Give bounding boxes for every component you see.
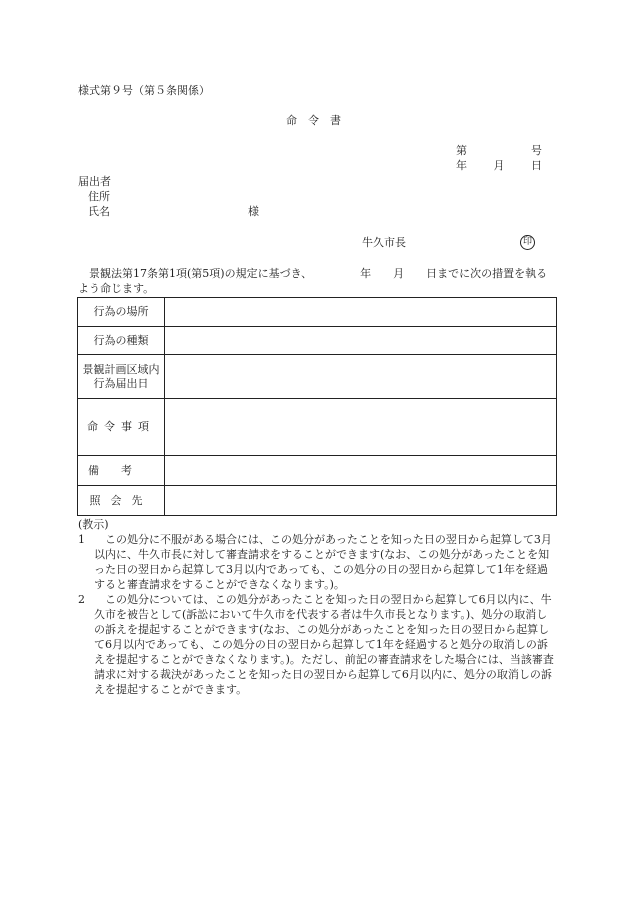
honorific: 様 — [248, 205, 259, 218]
row-label: 景観計画区域内行為届出日 — [78, 355, 165, 399]
note-number: 2 — [78, 593, 85, 606]
name-label: 氏名 — [88, 205, 110, 218]
row-label: 命令事項 — [78, 399, 165, 456]
body-year: 年 — [360, 267, 372, 280]
row-value — [165, 327, 557, 355]
applicant-block — [78, 175, 259, 220]
row-label: 行為の場所 — [78, 298, 165, 327]
row-value — [165, 399, 557, 456]
notes-heading: (教示) — [78, 518, 109, 531]
table-row — [78, 399, 557, 456]
list-item — [78, 592, 558, 697]
row-value — [165, 355, 557, 399]
doc-day-label: 日 — [531, 159, 542, 172]
list-item — [78, 532, 558, 592]
row-value — [165, 456, 557, 486]
document-number-block — [456, 144, 542, 174]
body-month: 月 — [393, 267, 405, 280]
row-value — [165, 298, 557, 327]
body-after-date: 日までに次の措置を執るよう命じます。 — [78, 267, 548, 295]
order-body-text — [78, 266, 558, 296]
note-text — [94, 532, 558, 592]
doc-number-prefix: 第 — [456, 144, 467, 157]
order-details-table — [77, 297, 557, 516]
form-number: 様式第９号（第５条関係） — [78, 84, 210, 97]
row-value — [165, 486, 557, 516]
doc-number-suffix: 号 — [531, 144, 542, 157]
address-label: 住所 — [88, 190, 110, 203]
applicant-heading: 届出者 — [78, 175, 111, 188]
doc-year-label: 年 — [456, 159, 467, 172]
body-before-date: 景観法第17条第1項(第5項)の規定に基づき、 — [89, 267, 313, 280]
table-row — [78, 327, 557, 355]
table-row — [78, 298, 557, 327]
seal-icon: 印 — [520, 235, 535, 250]
name-row — [78, 205, 259, 220]
note-text — [94, 592, 558, 697]
table-row — [78, 486, 557, 516]
row-label: 照会先 — [78, 486, 165, 516]
doc-month-label: 月 — [493, 159, 505, 172]
notes-block — [78, 517, 558, 697]
note-number: 1 — [78, 533, 85, 546]
note-text-body: この処分に不服がある場合には、この処分があったことを知った日の翌日から起算して3月以内に、牛久市長に対して審査請求をすることができます(なお、この処分があったことを知った日の翌日から起算して3月以内であっても、この処分の日の翌日から起算して1年を経過すると審査請求をすることができなくなります。)。 — [94, 533, 552, 591]
row-label: 備考 — [78, 456, 165, 486]
issuer-block — [362, 235, 535, 250]
table-row — [78, 355, 557, 399]
note-text-body: この処分については、この処分があったことを知った日の翌日から起算して6月以内に、牛久市を被告として(訴訟において牛久市を代表する者は牛久市長となります。)、処分の取消しの訴えを提起することができます(なお、この処分があったことを知った日の翌日から起算して6月以内であっても、この処分の日の翌日から起算して1年を経過すると処分の取消しの訴えを提起することができなくなります。)。ただし、前記の審査請求をした場合には、当該審査請求に対する裁決があったことを知った日の翌日から起算して6月以内に、処分の取消しの訴えを提起することができます。 — [94, 593, 554, 696]
issuer-title: 牛久市長 — [362, 235, 406, 249]
table-row — [78, 456, 557, 486]
row-label: 行為の種類 — [78, 327, 165, 355]
document-title: 命 令 書 — [286, 114, 341, 127]
